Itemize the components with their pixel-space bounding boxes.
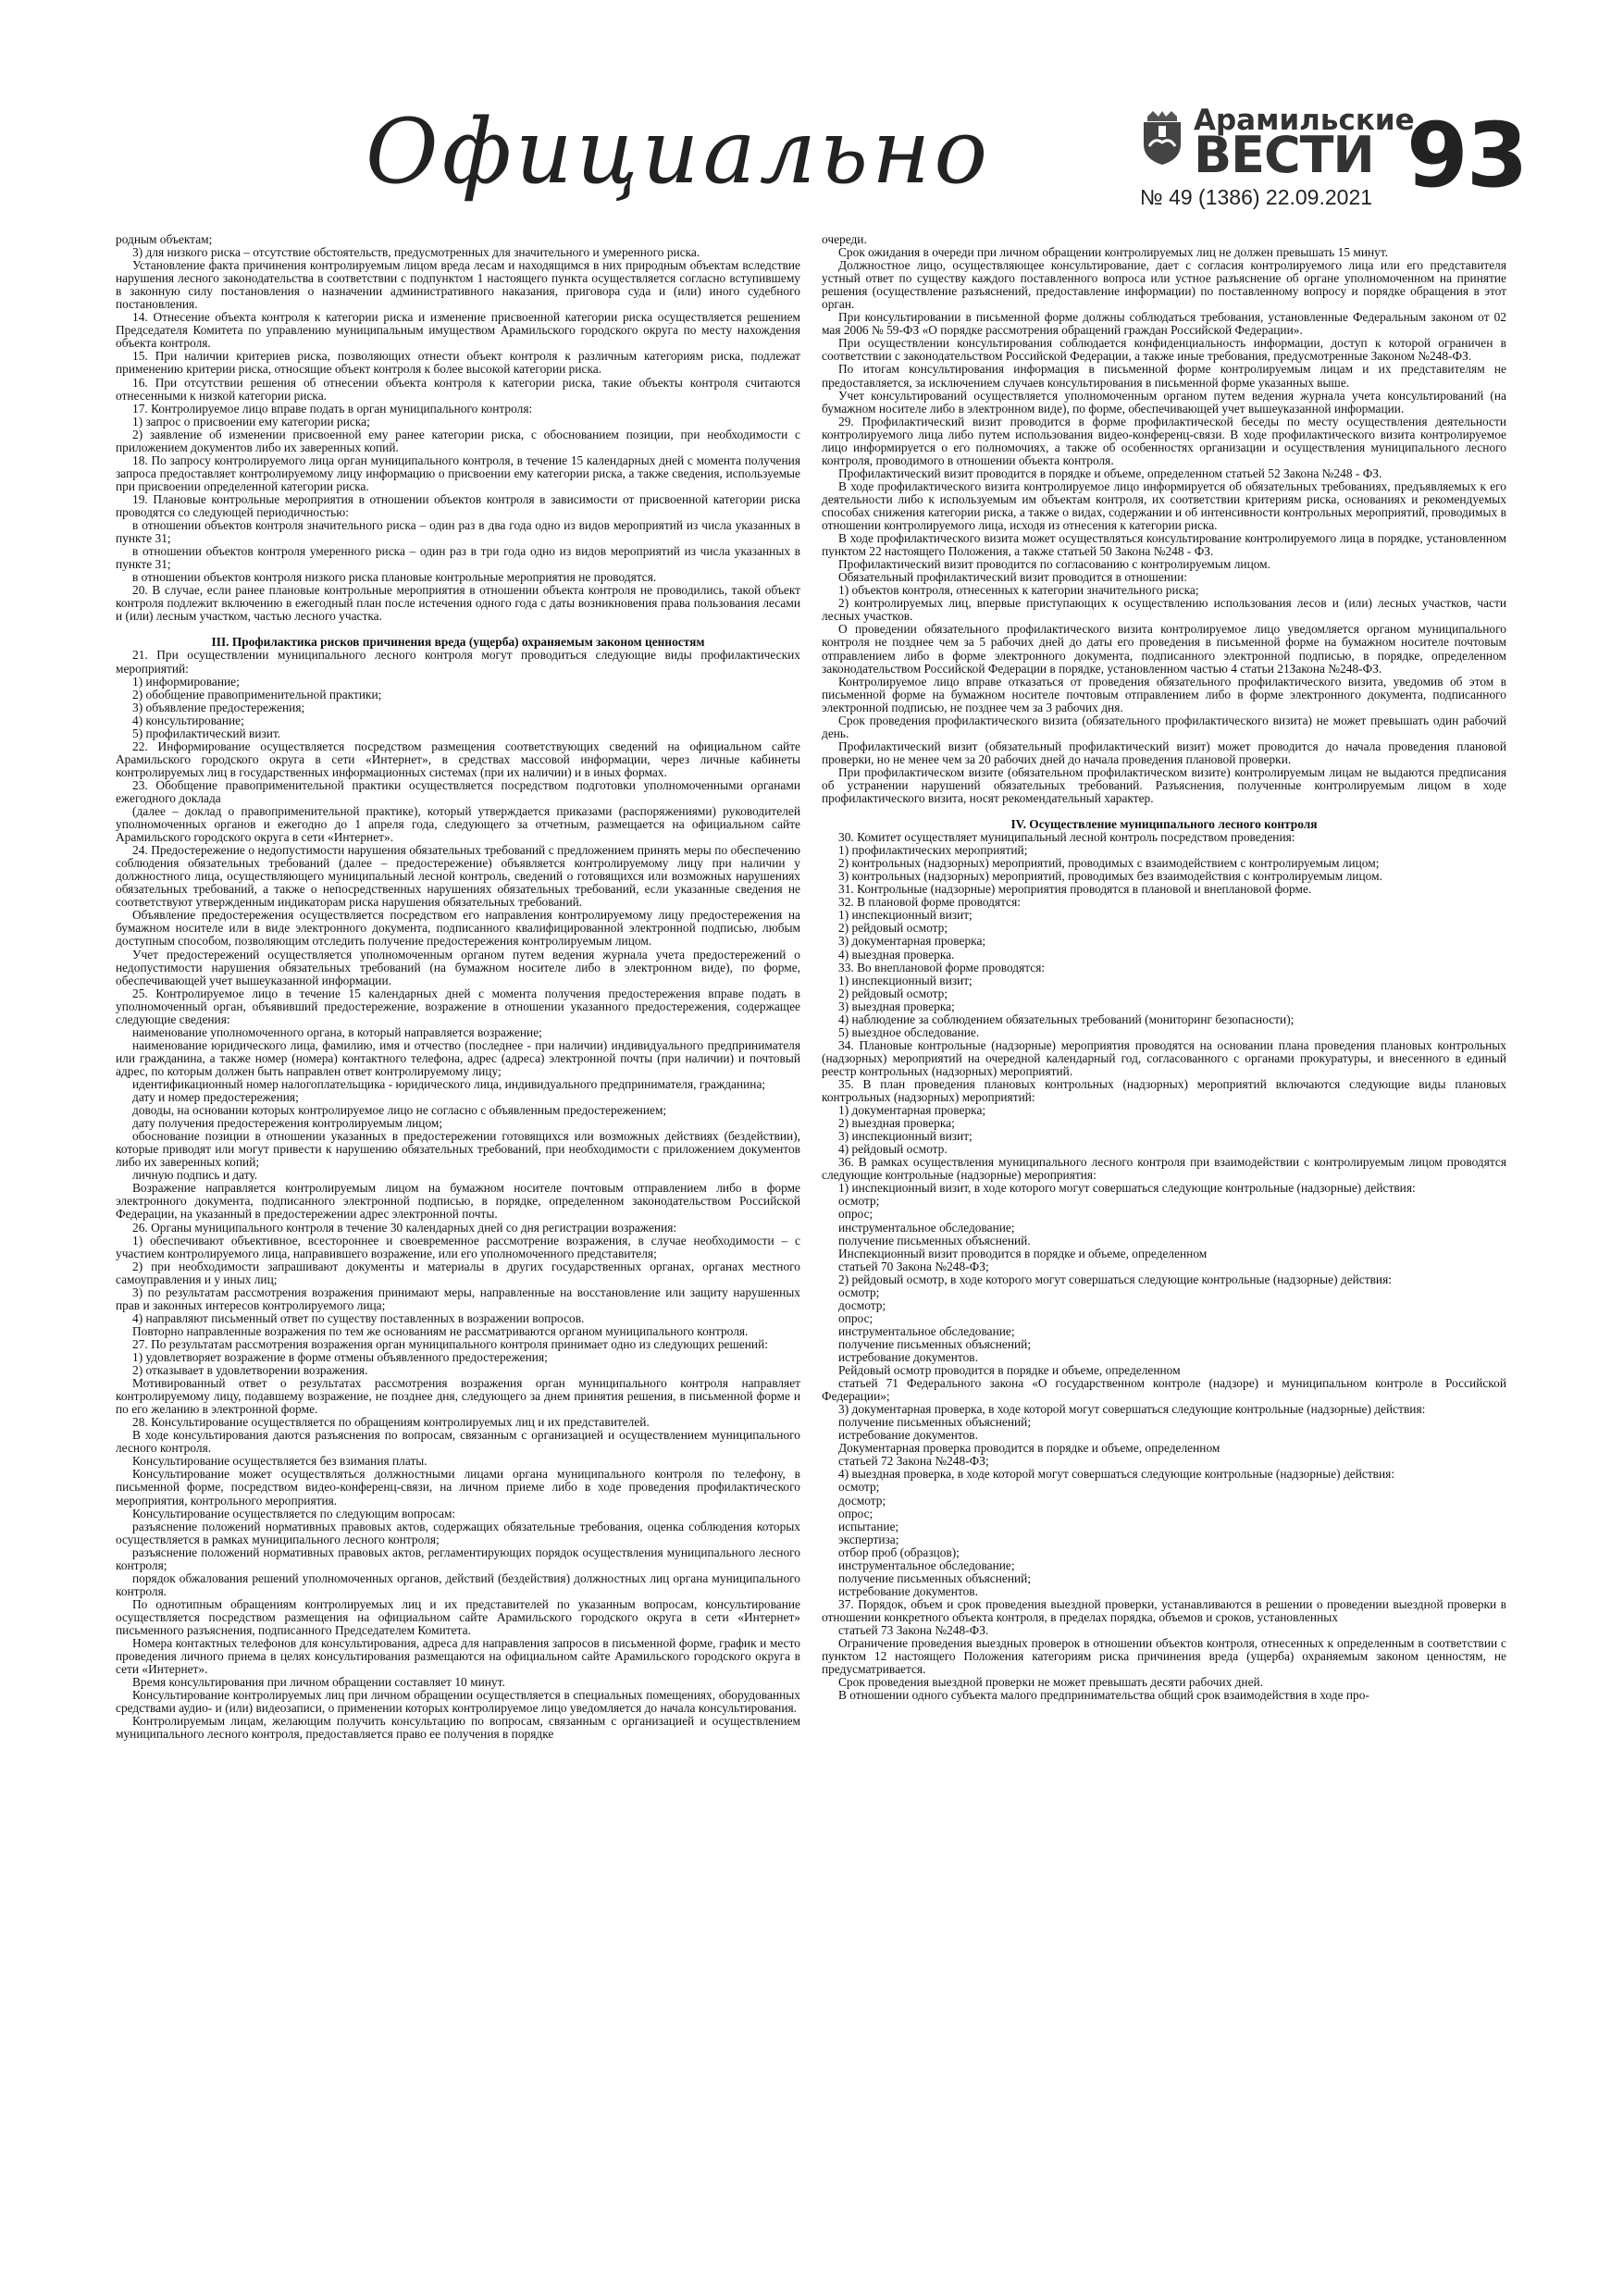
paragraph: досмотр; [838,1493,886,1508]
paragraph: В ходе профилактического визита может осуществляться консультирование контролируемого лица в порядке, установленном пунктом 22 настоящего Положения, а также статьей 50 Закона №248 - ФЗ. [822,531,1506,559]
paragraph: осмотр; [838,1194,880,1209]
paragraph: По итогам консультирования информация в письменной форме контролируемым лицам и их представителям не предоставляется, за исключением случаев консультирования в письменной форме указанных выше. [822,362,1506,390]
paragraph: Профилактический визит (обязательный профилактический визит) может проводится до начала проведения плановой проверки, но не менее чем за 20 рабочих дней до начала проведения плановой проверки. [822,738,1506,766]
paragraph: очереди. [822,233,867,246]
paragraph: 4) консультирование; [132,713,244,727]
paragraph: 1) информирование; [132,674,240,689]
paragraph: 22. Информирование осуществляется посредством размещения соответствующих сведений на официальном сайте Арамильского городского округа в сети «Интернет», в средствах массовой информации, через личные кабинеты контролируемых лиц в государственных информационных системах (при их наличии) и в иных формах. [116,738,800,779]
paragraph: 2) рейдовый осмотр; [838,921,948,936]
page-number: 93 [1406,104,1527,207]
paragraph: При осуществлении консультирования соблюдается конфиденциальность информации, доступ к которой ограничен в соответствии с законодательством Российской Федерации, а также иные требования, предусмотренные Законом №248-ФЗ. [822,336,1506,364]
paragraph: Профилактический визит проводится в порядке и объеме, определенном статьей 52 Закона №248 - ФЗ. [838,465,1382,480]
paragraph: 4) наблюдение за соблюдением обязательных требований (мониторинг безопасности); [838,1011,1295,1026]
paragraph: 24. Предостережение о недопустимости нарушения обязательных требований с предложением принять меры по обеспечению соблюдения обязательных требований (далее – предостережение) объявляется контролируемому лицу при наличии у должностного лица, осуществляющего муниципальный лесной контроль, сведений о готовящихся или возможных нарушениях обязательных требований, а также о непосредственных нарушениях обязательных требований, если указанные сведения не соответствуют утвержденным индикаторам риска нарушения обязательных требований. [116,843,800,910]
paragraph: 2) заявление об изменении присвоенной ему ранее категории риска, с обоснованием позиции, при необходимости с приложением документов либо их заверенных копий. [116,427,800,454]
paragraph: испытание; [838,1519,899,1533]
paragraph: Документарная проверка проводится в порядке и объеме, определенном [838,1441,1220,1456]
paragraph: 4) направляют письменный ответ по существу поставленных в возражении вопросов. [132,1310,585,1325]
paragraph: Учет консультирований осуществляется уполномоченным органом путем ведения журнала учета консультирований (на бумажном носителе либо в электронном виде), по форме, обеспечивающей учет вышеуказанной информации. [822,388,1506,416]
paragraph: наименование юридического лица, фамилию, имя и отчество (последнее - при наличии) индивидуального предпринимателя или гражданина, а также номер (номера) контактного телефона, адрес (адреса) электронной почты (при наличии) и почтовый адрес, по которым должен быть направлен ответ контролируемому лицу; [116,1037,800,1078]
paragraph: в отношении объектов контроля значительного риска – один раз в два года одно из видов мероприятий из числа указанных в пункте 31; [116,518,800,546]
paragraph: 2) при необходимости запрашивают документы и материалы в других государственных органах, органах местного самоуправления и у иных лиц; [116,1259,800,1286]
paragraph: 3) выездная проверка; [838,999,955,1013]
paragraph: 26. Органы муниципального контроля в течение 30 календарных дней со дня регистрации возражения: [132,1220,677,1235]
paragraph: 4) рейдовый осмотр. [838,1142,948,1157]
paragraph: 31. Контрольные (надзорные) мероприятия проводятся в плановой и внеплановой форме. [838,882,1312,897]
paragraph: Контролируемое лицо вправе отказаться от проведения обязательного профилактического визита, уведомив об этом в письменной форме на бумажном носителе почтовым отправлением либо в форме электронного документа, подписанного электронной подписью, не позднее чем за 3 рабочих дня. [822,674,1506,714]
paragraph: При профилактическом визите (обязательном профилактическом визите) контролируемым лицам не выдаются предписания об устранении нарушений обязательных требований. Разъяснения, полученные контролируемым лицом в ходе профилактического визита, носят рекомендательный характер. [822,764,1506,806]
paragraph: По однотипным обращениям контролируемых лиц и их представителей по указанным вопросам, консультирование осуществляется посредством размещения на официальном сайте Арамильского городского округа в сети «Интернет» письменного разъяснения, подписанного Председателем Комитета. [116,1596,800,1637]
paragraph: 2) выездная проверка; [838,1116,955,1131]
paragraph: 35. В план проведения плановых контрольных (надзорных) мероприятий включаются следующие виды плановых контрольных (надзорных) мероприятий: [822,1077,1506,1105]
paragraph: дату и номер предостережения; [132,1090,299,1105]
paragraph: 2) отказывает в удовлетворении возражения. [132,1363,368,1378]
paragraph: опрос; [838,1207,873,1222]
paragraph: Инспекционный визит проводится в порядке и объеме, определенном [838,1246,1208,1260]
paragraph: Консультирование осуществляется по следующим вопросам: [132,1506,456,1520]
paragraph: Мотивированный ответ о результатах рассмотрения возражения орган муниципального контроля направляет контролируемому лицу, подавшему возражение, не позднее дня, следующего за днем принятия решения, в письменной форме и по его желанию в электронной форме. [116,1376,800,1417]
section-title: Официально [365,100,992,204]
paragraph: 30. Комитет осуществляет муниципальный лесной контроль посредством проведения: [838,830,1295,845]
paragraph: Возражение направляется контролируемым лицом на бумажном носителе почтовым отправлением либо в форме электронного документа, подписанного электронной подписью, в порядке, определенном законодательством Российской Федерации, на указанный в предостережении адрес электронной почты. [116,1181,800,1222]
paragraph: 34. Плановые контрольные (надзорные) мероприятия проводятся на основании плана проведения плановых контрольных (надзорных) мероприятий на очередной календарный год, согласованного с органами прокуратуры, и внесенного в единый реестр контрольных (надзорных) мероприятий. [822,1037,1506,1078]
paragraph: 33. Во внеплановой форме проводятся: [838,960,1046,974]
paragraph: Обязательный профилактический визит проводится в отношении: [838,570,1188,585]
newspaper-logo [1140,104,1415,184]
paragraph: Время консультирования при личном обращении составляет 10 минут. [132,1675,505,1690]
paragraph: получение письменных объяснений; [838,1570,1032,1585]
paragraph: наименование уполномоченного органа, в который направляется возражение; [132,1024,542,1039]
paragraph: 18. По запросу контролируемого лица орган муниципального контроля, в течение 15 календарных дней с момента получения запроса предоставляет контролируемому лицу информацию о присвоении ему категории риска, а также сведения, используемые при присвоении определенной категории риска. [116,453,800,493]
paragraph: статьей 70 Закона №248-ФЗ; [838,1259,989,1273]
left-text-block-1 [116,233,800,623]
paragraph: Контролируемым лицам, желающим получить консультацию по вопросам, связанным с организацией и осуществлением муниципального лесного контроля, предоставляется право ее получения в порядке [116,1714,800,1742]
paragraph: 4) выездная проверка, в ходе которой могут совершаться следующие контрольные (надзорные) действия: [838,1467,1395,1482]
paragraph: 2) контролируемых лиц, впервые приступающих к осуществлению использования лесов и (или) лесных участков, части лесных участков. [822,596,1506,624]
paragraph: опрос; [838,1310,873,1325]
paragraph: порядок обжалования решений уполномоченных органов, действий (бездействия) должностных лиц органа муниципального контроля. [116,1570,800,1598]
paragraph: инструментальное обследование; [838,1558,1015,1572]
paragraph: 29. Профилактический визит проводится в форме профилактической беседы по месту осуществления деятельности контролируемого лица либо путем использования видео-конференц-связи. В ходе профилактического визита контролируемое лицо информируется о его полномочиях, а также об особенностях организации и осуществления муниципального лесного контроля, проводимого в отношении объекта контроля. [822,414,1506,467]
paragraph: 27. По результатам рассмотрения возражения орган муниципального контроля принимает одно из следующих решений: [132,1336,768,1351]
paragraph: О проведении обязательного профилактического визита контролируемое лицо уведомляется органом муниципального контроля не позднее чем за 5 рабочих дней до даты его проведения в письменной форме на бумажном носителе почтовым отправлением либо в форме электронного документа, подписанного электронной подписью, в порядке, определенном законодательством Российской Федерации в порядке, установленном частью 4 статьи 21Закона №248-ФЗ. [822,622,1506,676]
paragraph: 5) выездное обследование. [838,1024,980,1039]
paragraph: Повторно направленные возражения по тем же основаниям не рассматриваются органом муниципального контроля. [132,1323,749,1338]
right-text-block-1 [822,233,1506,805]
paragraph: 28. Консультирование осуществляется по обращениям контролируемых лиц и их представителей. [132,1415,650,1430]
paragraph: 2) рейдовый осмотр, в ходе которого могут совершаться следующие контрольные (надзорные) действия: [838,1272,1392,1286]
paragraph: разъяснение положений нормативных правовых актов, содержащих обязательные требования, оценка соблюдения которых осуществляется в рамках муниципального лесного контроля; [116,1519,800,1546]
paragraph: 1) документарная проверка; [838,1103,986,1118]
logo-small-text: Арамильские [1194,104,1415,137]
paragraph: 5) профилактический визит. [132,726,281,740]
paragraph: Профилактический визит проводится по согласованию с контролируемым лицом. [838,557,1271,572]
paragraph: 15. При наличии критериев риска, позволяющих отнести объект контроля к различным категориям риска, подлежат применению критерии риска, относящие объект контроля к более высокой категории риска. [116,349,800,377]
paragraph: 1) инспекционный визит, в ходе которого могут совершаться следующие контрольные (надзорные) действия: [838,1181,1416,1196]
paragraph: Срок проведения выездной проверки не может превышать десяти рабочих дней. [838,1675,1264,1690]
paragraph: 21. При осуществлении муниципального лесного контроля могут проводиться следующие виды профилактических мероприятий: [116,648,800,676]
paragraph: 36. В рамках осуществления муниципального лесного контроля при взаимодействии с контролируемым лицом проводятся следующие контрольные (надзорные) мероприятия: [822,1155,1506,1183]
paragraph: 17. Контролируемое лицо вправе подать в орган муниципального контроля: [132,401,533,416]
paragraph: инструментальное обследование; [838,1323,1015,1338]
paragraph: 3) документарная проверка, в ходе которой могут совершаться следующие контрольные (надзорные) действия: [838,1402,1426,1417]
paragraph: Номера контактных телефонов для консультирования, адреса для направления запросов в письменной форме, график и место проведения личного приема в целях консультирования размещаются на официальном сайте Арамильского городского округа в сети «Интернет». [116,1636,800,1677]
paragraph: дату получения предостережения контролируемым лицом; [132,1116,443,1131]
paragraph: 32. В плановой форме проводятся: [838,895,1021,910]
paragraph: 1) профилактических мероприятий; [838,843,1028,858]
paragraph: Ограничение проведения выездных проверок в отношении объектов контроля, отнесенных к определенным в соответствии с пунктом 12 настоящего Положения категориям риска причинения вреда (ущерба) охраняемым законом ценностям, не предусматривается. [822,1636,1506,1677]
left-column [116,233,800,2260]
paragraph: личную подпись и дату. [132,1168,258,1183]
right-column [822,233,1506,2260]
paragraph: 3) инспекционный визит; [838,1129,973,1144]
paragraph: осмотр; [838,1285,880,1299]
paragraph: досмотр; [838,1297,886,1312]
paragraph: В отношении одного субъекта малого предпринимательства общий срок взаимодействия в ходе про- [838,1688,1369,1703]
paragraph: статьей 73 Закона №248-ФЗ. [838,1622,989,1637]
page-header [0,0,1623,227]
paragraph: 1) удовлетворяет возражение в форме отмены объявленного предостережения; [132,1349,548,1364]
paragraph: 2) контрольных (надзорных) мероприятий, проводимых с взаимодействием с контролируемым лицом; [838,856,1380,871]
paragraph: При консультировании в письменной форме должны соблюдаться требования, установленные Федеральным законом от 02 мая 2006 № 59-ФЗ «О порядке рассмотрения обращений граждан Российской Федерации». [822,310,1506,338]
paragraph: Консультирование осуществляется без взимания платы. [132,1454,427,1469]
paragraph: 20. В случае, если ранее плановые контрольные мероприятия в отношении объекта контроля не проводились, такой объект контроля подлежит включению в ежегодный план после истечения одного года с даты возникновения права пользования лесами и (или) лесным участком, частью лесного участка. [116,583,800,624]
paragraph: 1) инспекционный визит; [838,908,973,923]
paragraph: 4) выездная проверка. [838,947,955,962]
paragraph: экспертиза; [838,1532,899,1546]
paragraph: В ходе консультирования даются разъяснения по вопросам, связанным с организацией и осуществлением муниципального лесного контроля. [116,1428,800,1456]
section-heading-iv: IV. Осуществление муниципального лесного контроля [1010,817,1318,832]
paragraph: в отношении объектов контроля низкого риска плановые контрольные мероприятия не проводятся. [132,570,657,585]
issue-info: № 49 (1386) 22.09.2021 [1140,185,1373,209]
paragraph: доводы, на основании которых контролируемое лицо не согласно с объявленным предостережением; [132,1103,667,1118]
paragraph: истребование документов. [838,1583,978,1598]
paragraph: 37. Порядок, объем и срок проведения выездной проверки, устанавливаются в решении о проведении выездной проверки в отношении конкретного объекта контроля, в пределах порядка, объемов и сроков, установленных [822,1596,1506,1624]
paragraph: В ходе профилактического визита контролируемое лицо информируется об обязательных требованиях, предъявляемых к его деятельности либо к используемым им объектам контроля, их соответствии критериям риска, основаниях и рекомендуемых способах снижения категории риска, а также о видах, содержании и об интенсивности контрольных мероприятий, проводимых в отношении контролируемого лица, исходя из отнесения к категории риска. [822,478,1506,533]
paragraph: Консультирование контролируемых лиц при личном обращении осуществляется в специальных помещениях, оборудованных средствами аудио- и (или) видеозаписи, о применении которых контролируемое лицо уведомляется до начала консультирования. [116,1688,800,1716]
logo-big-text: ВЕСТИ [1194,126,1374,184]
right-text-block-2 [822,831,1506,1702]
paragraph: отбор проб (образцов); [838,1545,960,1559]
section-heading-iii: III. Профилактика рисков причинения вреда (ущерба) охраняемым законом ценностям [211,635,705,650]
paragraph: 3) документарная проверка; [838,934,986,949]
paragraph: получение письменных объяснений. [838,1233,1031,1247]
paragraph: получение письменных объяснений; [838,1415,1032,1430]
paragraph: 1) инспекционный визит; [838,973,973,987]
paragraph: 25. Контролируемое лицо в течение 15 календарных дней с момента получения предостережения вправе подать в уполномоченный орган, объявивший предостережение, возражение в отношении указанного предостережения, содержащее следующие сведения: [116,986,800,1026]
paragraph: опрос; [838,1506,873,1520]
paragraph: 2) обобщение правоприменительной практики; [132,687,382,701]
paragraph: истребование документов. [838,1349,978,1364]
paragraph: идентификационный номер налогоплательщика - юридического лица, индивидуального предпринимателя, гражданина; [132,1077,766,1091]
paragraph: 3) по результатам рассмотрения возражения принимают меры, направленные на восстановление или защиту нарушенных прав и законных интересов контролируемого лица; [116,1285,800,1312]
paragraph: (далее – доклад о правоприменительной практике), который утверждается приказами (распоряжениями) руководителей уполномоченных органов и ежегодно до 1 апреля года, следующего за отчетным, размещается на официальном сайте Арамильского городского округа в сети «Интернет». [116,804,800,845]
paragraph: родным объектам; [116,233,213,246]
paragraph: обоснование позиции в отношении указанных в предостережении готовящихся или возможных действиях (бездействии), которые приводят или могут привести к нарушению обязательных требований, при необходимости с приложением документов либо их заверенных копий; [116,1129,800,1170]
paragraph: Срок ожидания в очереди при личном обращении контролируемых лиц не должен превышать 15 минут. [838,245,1389,260]
paragraph: 1) запрос о присвоении ему категории риска; [132,414,370,428]
paragraph: 16. При отсутствии решения об отнесении объекта контроля к категории риска, такие объекты контроля считаются отнесенными к низкой категории риска. [116,375,800,403]
paragraph: получение письменных объяснений; [838,1336,1032,1351]
paragraph: статьей 71 Федерального закона «О государственном контроле (надзоре) и муниципальном контроле в Российской Федерации»; [822,1376,1506,1404]
paragraph: осмотр; [838,1480,880,1495]
paragraph: 3) контрольных (надзорных) мероприятий, проводимых без взаимодействия с контролируемым лицом. [838,869,1382,884]
paragraph: Объявление предостережения осуществляется посредством его направления контролируемому лицу предостережения на бумажном носителе или в виде электронного документа, подписанного квалифицированной электронной подписью, любым доступным способом, позволяющим отследить получение предостережения контролируемым лицом. [116,908,800,949]
paragraph: Консультирование может осуществляться должностными лицами органа муниципального контроля по телефону, в письменной форме, посредством видео-конференц-связи, на личном приеме либо в ходе проведения профилактического мероприятия, контрольного мероприятия. [116,1467,800,1508]
paragraph: 3) объявление предостережения; [132,700,305,714]
coat-of-arms-icon [1140,109,1184,167]
paragraph: 1) объектов контроля, отнесенных к категории значительного риска; [838,583,1199,598]
paragraph: 19. Плановые контрольные мероприятия в отношении объектов контроля в зависимости от присвоенной категории риска проводятся со следующей периодичностью: [116,491,800,519]
left-text-block-2 [116,649,800,1741]
paragraph: Установление факта причинения контролируемым лицом вреда лесам и находящимся в них природным объектам вследствие нарушения лесного законодательства в соответствии с подпунктом 1 настоящего пункта осуществляется согласно вступившему в законную силу постановления о назначении административного наказания, приговора суда и (или) иного судебного постановления. [116,258,800,312]
paragraph: статьей 72 Закона №248-ФЗ; [838,1454,989,1469]
paragraph: истребование документов. [838,1428,978,1443]
paragraph: 1) обеспечивают объективное, всестороннее и своевременное рассмотрение возражения, в случае необходимости – с участием контролируемого лица, направившего возражение, или его уполномоченного представителя; [116,1233,800,1260]
paragraph: 3) для низкого риска – отсутствие обстоятельств, предусмотренных для значительного и умеренного риска. [132,245,700,260]
paragraph: Должностное лицо, осуществляющее консультирование, дает с согласия контролируемого лица или его представителя устный ответ по существу каждого поставленного вопроса или устное разъяснение об органе уполномоченном на принятие решения (осуществление разъяснений, предоставление информации) по поставленному вопросу и порядке обращения в этот орган. [822,258,1506,312]
paragraph: Срок проведения профилактического визита (обязательного профилактического визита) не может превышать один рабочий день. [822,713,1506,740]
paragraph: Рейдовый осмотр проводится в порядке и объеме, определенном [838,1363,1181,1378]
paragraph: разъяснение положений нормативных правовых актов, регламентирующих порядок осуществления муниципального лесного контроля; [116,1545,800,1572]
paragraph: в отношении объектов контроля умеренного риска – один раз в три года одно из видов мероприятий из числа указанных в пункте 31; [116,544,800,572]
paragraph: 2) рейдовый осмотр; [838,986,948,1000]
paragraph: 23. Обобщение правоприменительной практики осуществляется посредством подготовки уполномоченными органами ежегодного доклада [116,777,800,805]
paragraph: 14. Отнесение объекта контроля к категории риска и изменение присвоенной категории риска осуществляется решением Председателя Комитета по управлению муниципальным имуществом Арамильского городского округа по месту нахождения объекта контроля. [116,310,800,351]
paragraph: Учет предостережений осуществляется уполномоченным органом путем ведения журнала учета предостережений о недопустимости нарушения обязательных требований (на бумажном носителе либо в электронном виде), по форме, обеспечивающей учет вышеуказанной информации. [116,947,800,987]
paragraph: инструментальное обследование; [838,1220,1015,1235]
